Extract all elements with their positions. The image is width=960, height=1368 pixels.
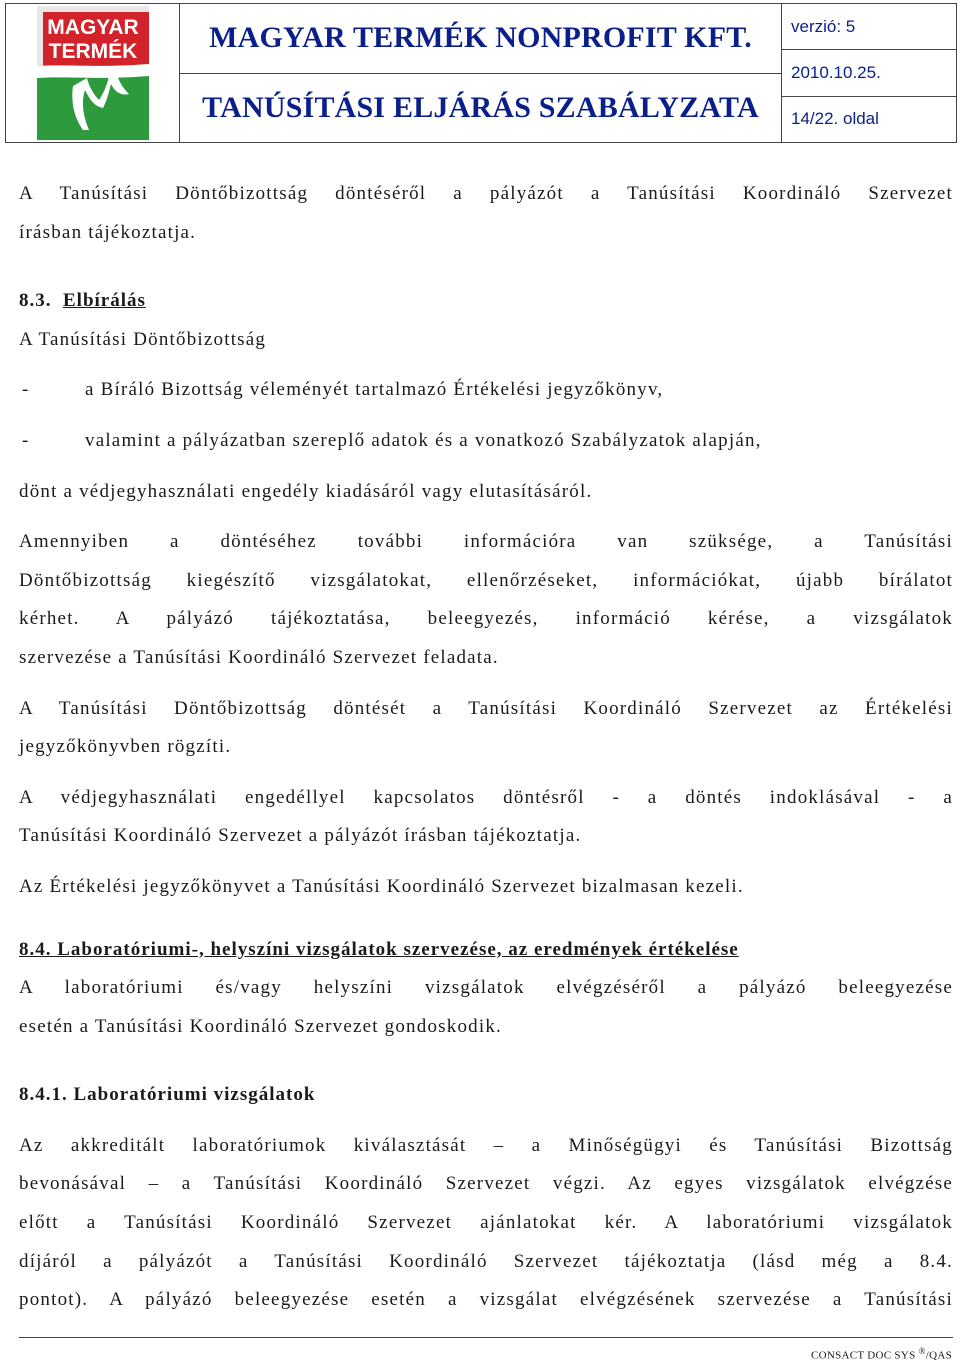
version-label: verzió: 5 [782, 4, 956, 50]
list-item [19, 422, 953, 461]
footer-suffix: /QAS [925, 1349, 952, 1362]
paragraph-5-line-2: jegyzőkönyvben rögzíti. [19, 736, 232, 758]
paragraph-2: A Tanúsítási Döntőbizottság [19, 328, 267, 350]
paragraph-1-line-1: A Tanúsítási Döntőbizottság döntéséről a pályázót a Tanúsítási Koordináló Szervezet [19, 183, 953, 204]
document-header [5, 3, 957, 143]
date-label: 2010.10.25. [782, 50, 956, 96]
document-body [19, 175, 953, 1320]
paragraph-6-line-2: Tanúsítási Koordináló Szervezet a pályázót írásban tájékoztatja. [19, 825, 582, 847]
paragraph-7: Az Értékelési jegyzőkönyvet a Tanúsítási Koordináló Szervezet bizalmasan kezeli. [19, 875, 744, 897]
paragraph-4-line-3: kérhet. A pályázó tájékoztatása, beleegyezés, információ kérése, a vizsgálatok [19, 608, 953, 630]
paragraph-8-line-2: esetén a Tanúsítási Koordináló Szervezet gondoskodik. [19, 1015, 502, 1037]
paragraph-4-line-4: szervezése a Tanúsítási Koordináló Szervezet feladata. [19, 646, 499, 668]
logo-text-1: MAGYAR [46, 16, 139, 39]
section-8-3-number: 8.3. [19, 290, 52, 312]
paragraph-8-line-1: A laboratóriumi és/vagy helyszíni vizsgálatok elvégzéséről a pályázó beleegyezése [19, 977, 953, 999]
list-item-text: a Bíráló Bizottság véleményét tartalmazó Értékelési jegyzőkönyv, [85, 379, 664, 401]
title-cell [180, 4, 782, 142]
paragraph-9-line-3: előtt a Tanúsítási Koordináló Szervezet ajánlatokat kér. A laboratóriumi vizsgálatok [19, 1212, 953, 1234]
list-dash: - [22, 429, 30, 451]
list-item-text: valamint a pályázatban szereplő adatok és a vonatkozó Szabályzatok alapján, [85, 429, 762, 451]
paragraph-6-line-1: A védjegyhasználati engedéllyel kapcsolatos döntésről - a döntés indoklásával - a [19, 786, 953, 808]
paragraph-3: dönt a védjegyhasználati engedély kiadásáról vagy elutasításáról. [19, 480, 593, 502]
paragraph-9-line-1: Az akkreditált laboratóriumok kiválasztását – a Minőségügyi és Tanúsítási Bizottság [19, 1134, 953, 1156]
paragraph-9-line-5: pontot). A pályázó beleegyezése esetén a vizsgálat elvégzésének szervezése a Tanúsítási [19, 1289, 953, 1311]
magyar-termek-logo-icon [37, 6, 149, 140]
registered-mark: ® [918, 1346, 926, 1356]
company-name: MAGYAR TERMÉK NONPROFIT KFT. [180, 4, 781, 74]
meta-cell [782, 4, 956, 142]
document-title: TANÚSÍTÁSI ELJÁRÁS SZABÁLYZATA [202, 90, 759, 124]
paragraph-9-line-4: díjáról a pályázót a Tanúsítási Koordináló Szervezet tájékoztatja (lásd még a 8.4. [19, 1250, 953, 1272]
paragraph-1-line-2: írásban tájékoztatja. [19, 221, 197, 243]
paragraph-9-line-2: bevonásával – a Tanúsítási Koordináló Szervezet végzi. Az egyes vizsgálatok elvégzése [19, 1173, 953, 1195]
page-number: 14/22. oldal [791, 109, 879, 129]
logo-cell [6, 4, 180, 142]
footer-divider [19, 1337, 953, 1338]
section-8-3-title: Elbírálás [63, 290, 146, 312]
footer-label [811, 1346, 952, 1362]
paragraph-4-line-1: Amennyiben a döntéséhez további információra van szüksége, a Tanúsítási [19, 531, 953, 553]
section-8-4-1-heading: 8.4.1. Laboratóriumi vizsgálatok [19, 1084, 316, 1106]
footer-text: CONSACT DOC SYS [810, 1349, 916, 1362]
paragraph-4-line-2: Döntőbizottság kiegészítő vizsgálatokat, ellenőrzéseket, információkat, újabb bírálatot [19, 569, 953, 591]
list-item [19, 371, 953, 410]
list-dash: - [22, 379, 30, 401]
logo-text-2: TERMÉK [48, 40, 137, 63]
section-8-4-heading: 8.4. Laboratóriumi-, helyszíni vizsgálatok szervezése, az eredmények értékelése [19, 938, 739, 960]
section-8-3-heading [19, 282, 953, 321]
paragraph-5-line-1: A Tanúsítási Döntőbizottság döntését a Tanúsítási Koordináló Szervezet az Értékelési [19, 697, 953, 719]
